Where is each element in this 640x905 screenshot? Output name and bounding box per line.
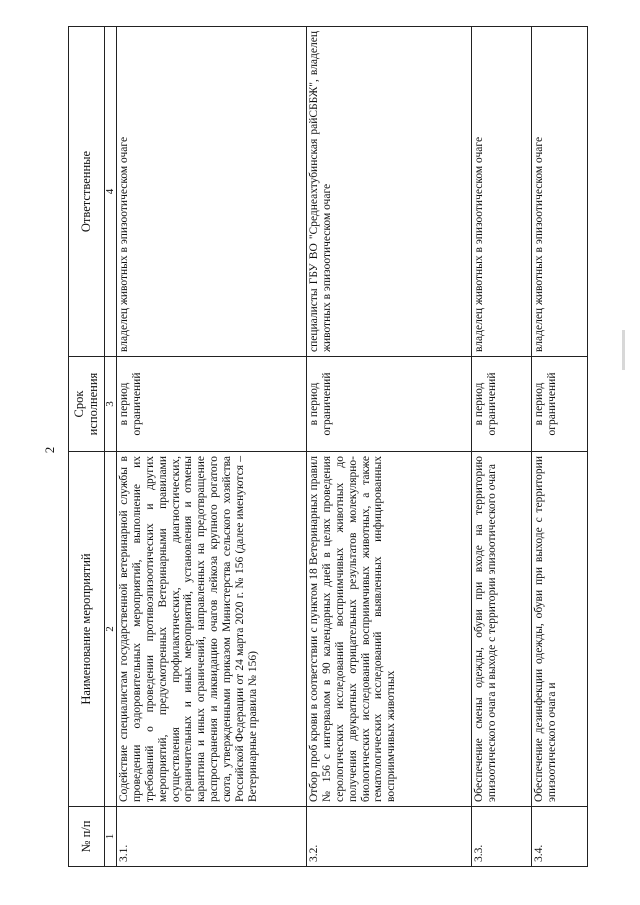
header-name: Наименование мероприятий <box>69 452 105 807</box>
measure-name: Обеспечение смены одежды, обуви при входе на территорию эпизоотического очага и выходе с территории эпизоотического очага <box>472 452 532 807</box>
row-number: 3.3. <box>472 807 532 867</box>
table-header-row <box>69 27 105 867</box>
column-number: 3 <box>105 357 117 452</box>
measure-name: Отбор проб крови в соответствии с пунктом 18 Ветеринарных правил № 156 с интервалом в 90 календарных дней в целях проведения серологических исследований восприимчивых животных до получения двукратных отрицательных результатов молекулярно-биологических исследований восприимчивых животных, а также гематологических исследований выявленных инфицированных восприимчивых животных <box>307 452 472 807</box>
row-number: 3.4. <box>532 807 588 867</box>
row-number: 3.1. <box>117 807 307 867</box>
table-row <box>532 27 588 867</box>
measures-table <box>68 26 588 867</box>
measure-term: в период ограничений <box>307 357 472 452</box>
measure-term: в период ограничений <box>117 357 307 452</box>
measure-term: в период ограничений <box>532 357 588 452</box>
measure-responsible: владелец животных в эпизоотическом очаге <box>472 27 532 357</box>
measure-name: Содействие специалистам государственной ветеринарной службы в проведении оздоровительных мероприятий, выполнение их требований о проведении противоэпизоотических и других мероприятий, предусмотренных Ветеринарными правилами осуществления профилактических, диагностических, ограничительных и иных мероприятий, установления и отмены карантина и иных ограничений, направленных на предотвращение распространения и ликвидацию очагов лейкоза крупного рогатого скота, утвержденными приказом Министерства сельского хозяйства Российской Федерации от 24 марта 2020 г. № 156 (далее именуются – Ветеринарные правила № 156) <box>117 452 307 807</box>
column-number: 1 <box>105 807 117 867</box>
table-row <box>117 27 307 867</box>
column-number-row <box>105 27 117 867</box>
measure-term: в период ограничений <box>472 357 532 452</box>
measure-responsible: специалисты ГБУ ВО "Среднеахтубинская райСББЖ", владелец животных в эпизоотическом очаге <box>307 27 472 357</box>
document-page <box>68 27 588 867</box>
row-number: 3.2. <box>307 807 472 867</box>
header-term: Срок исполнения <box>69 357 105 452</box>
measure-responsible: владелец животных в эпизоотическом очаге <box>532 27 588 357</box>
scan-mark <box>622 330 625 370</box>
column-number: 4 <box>105 27 117 357</box>
measure-name: Обеспечение дезинфекции одежды, обуви при выходе с территории эпизоотического очага и <box>532 452 588 807</box>
measure-responsible: владелец животных в эпизоотическом очаге <box>117 27 307 357</box>
table-row <box>472 27 532 867</box>
header-num: № п/п <box>69 807 105 867</box>
column-number: 2 <box>105 452 117 807</box>
table-row <box>307 27 472 867</box>
page-number: 2 <box>42 446 57 454</box>
header-resp: Ответственные <box>69 27 105 357</box>
